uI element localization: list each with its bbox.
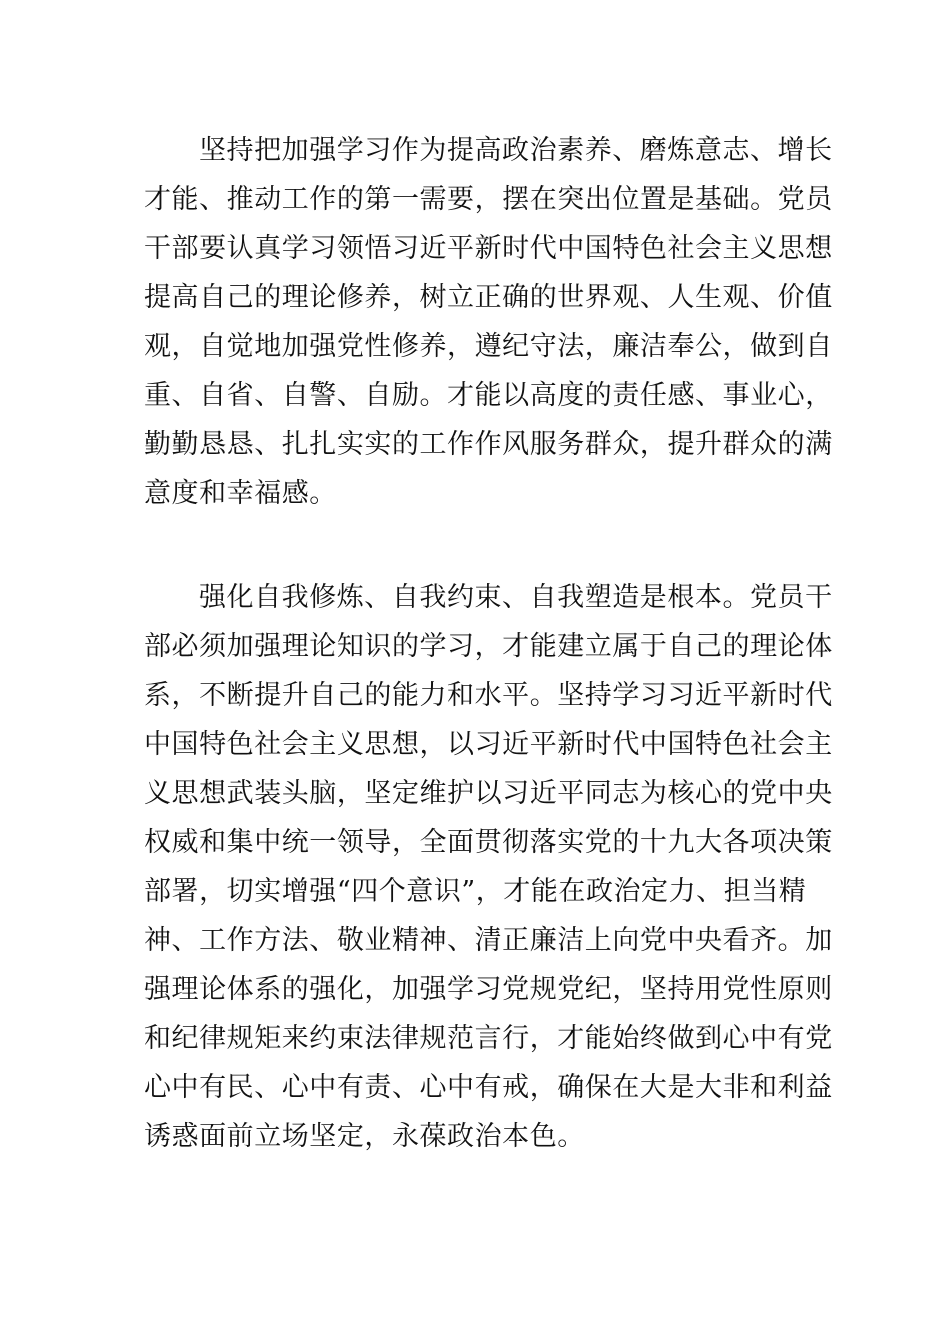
paragraph-line: 强理论体系的强化，加强学习党规党纪，坚持用党性原则 [144, 974, 833, 1005]
paragraph-line: 神、工作方法、敬业精神、清正廉洁上向党中央看齐。加 [144, 925, 833, 956]
paragraph-line: 义思想武装头脑，坚定维护以习近平同志为核心的党中央 [144, 778, 833, 809]
paragraph-line: 勤勤恳恳、扎扎实实的工作作风服务群众，提升群众的满 [144, 429, 833, 460]
paragraph-line: 诱惑面前立场坚定，永葆政治本色。 [144, 1121, 585, 1152]
paragraph-line: 强化自我修炼、自我约束、自我塑造是根本。党员干 [199, 582, 833, 613]
paragraph-line: 重、自省、自警、自励。才能以高度的责任感、事业心， [144, 380, 833, 411]
paragraph-line: 系，不断提升自己的能力和水平。坚持学习习近平新时代 [144, 680, 833, 711]
paragraph-1 [144, 126, 833, 518]
paragraph-line: 部署，切实增强“四个意识”，才能在政治定力、担当精 [144, 876, 807, 907]
paragraph-line: 心中有民、心中有责、心中有戒，确保在大是大非和利益 [144, 1072, 833, 1103]
paragraph-line: 权威和集中统一领导，全面贯彻落实党的十九大各项决策 [144, 827, 833, 858]
paragraph-line: 提高自己的理论修养，树立正确的世界观、人生观、价值 [144, 282, 833, 313]
paragraph-line: 才能、推动工作的第一需要，摆在突出位置是基础。党员 [144, 184, 833, 215]
paragraph-line: 观，自觉地加强党性修养，遵纪守法，廉洁奉公，做到自 [144, 331, 833, 362]
paragraph-line: 部必须加强理论知识的学习，才能建立属于自己的理论体 [144, 631, 833, 662]
paragraph-2 [144, 573, 833, 1161]
paragraph-line: 坚持把加强学习作为提高政治素养、磨炼意志、增长 [199, 135, 833, 166]
paragraph-line: 中国特色社会主义思想，以习近平新时代中国特色社会主 [144, 729, 833, 760]
paragraph-line: 和纪律规矩来约束法律规范言行，才能始终做到心中有党 [144, 1023, 833, 1054]
paragraph-line: 干部要认真学习领悟习近平新时代中国特色社会主义思想 [144, 233, 833, 264]
paragraph-line: 意度和幸福感。 [144, 478, 337, 509]
